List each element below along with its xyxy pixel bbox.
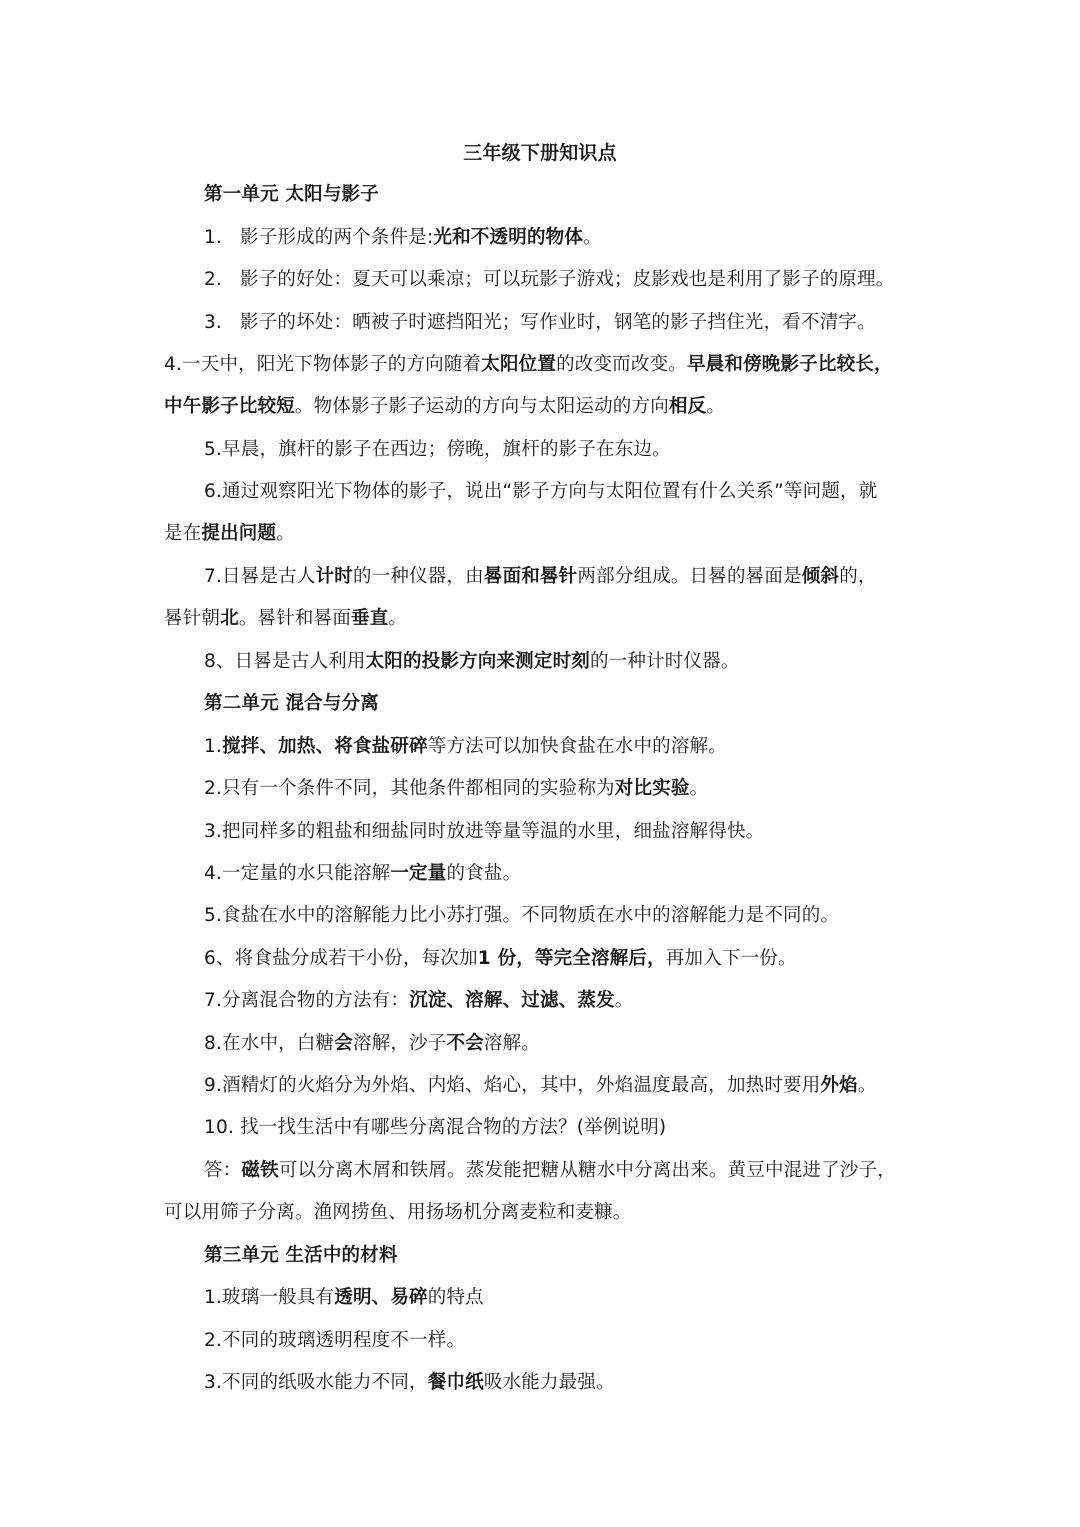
unit2-item-9: 9.酒精灯的火焰分为外焰、内焰、焰心，其中，外焰温度最高，加热时要用外焰。 [204, 1075, 877, 1096]
unit1-item-6-cont: 是在提出问题。 [164, 523, 295, 544]
unit1-item-7: 7.日晷是古人计时的一种仪器，由晷面和晷针两部分组成。日晷的晷面是倾斜的， [204, 566, 877, 587]
unit1-item-1: 1. 影子形成的两个条件是:光和不透明的物体。 [204, 227, 602, 248]
unit2-item-7: 7.分离混合物的方法有：沉淀、溶解、过滤、蒸发。 [204, 990, 634, 1011]
unit1-item-8: 8、日晷是古人利用太阳的投影方向来测定时刻的一种计时仪器。 [204, 651, 740, 672]
unit1-item-4-cont: 中午影子比较短。物体影子影子运动的方向与太阳运动的方向相反。 [164, 396, 726, 417]
unit1-item-5: 5.早晨，旗杆的影子在西边；傍晚，旗杆的影子在东边。 [204, 439, 671, 460]
unit2-item-6: 6、将食盐分成若干小份，每次加1 份，等完全溶解后，再加入下一份。 [204, 948, 797, 969]
document-title: 三年级下册知识点 [463, 142, 617, 164]
unit1-item-4: 4.一天中，阳光下物体影子的方向随着太阳位置的改变而改变。早晨和傍晚影子比较长， [164, 354, 893, 375]
unit3-item-1: 1.玻璃一般具有透明、易碎的特点 [204, 1287, 484, 1308]
unit2-answer-cont: 可以用筛子分离。渔网捞鱼、用扬场机分离麦粒和麦糠。 [164, 1202, 632, 1223]
unit3-item-3: 3.不同的纸吸水能力不同，餐巾纸吸水能力最强。 [204, 1372, 615, 1393]
unit2-item-1: 1.搅拌、加热、将食盐研碎等方法可以加快食盐在水中的溶解。 [204, 736, 727, 757]
unit1-item-7-cont: 晷针朝北。晷针和晷面垂直。 [164, 608, 408, 629]
unit2-item-2: 2.只有一个条件不同，其他条件都相同的实验称为对比实验。 [204, 778, 709, 799]
unit2-item-4: 4.一定量的水只能溶解一定量的食盐。 [204, 863, 522, 884]
unit2-heading: 第二单元 混合与分离 [204, 693, 379, 714]
unit1-heading: 第一单元 太阳与影子 [204, 184, 379, 205]
unit2-item-3: 3.把同样多的粗盐和细盐同时放进等量等温的水里，细盐溶解得快。 [204, 821, 765, 842]
unit1-item-3: 3. 影子的坏处：晒被子时遮挡阳光；写作业时，钢笔的影子挡住光，看不清字。 [204, 312, 876, 333]
unit2-answer: 答：磁铁可以分离木屑和铁屑。蒸发能把糖从糖水中分离出来。黄豆中混进了沙子， [204, 1160, 896, 1181]
unit1-item-6: 6.通过观察阳光下物体的影子，说出“影子方向与太阳位置有什么关系”等问题，就 [204, 481, 878, 502]
unit3-heading: 第三单元 生活中的材料 [204, 1245, 398, 1266]
unit1-item-2: 2. 影子的好处：夏天可以乘凉；可以玩影子游戏；皮影戏也是利用了影子的原理。 [204, 269, 895, 290]
unit2-item-10: 10. 找一找生活中有哪些分离混合物的方法？(举例说明) [204, 1117, 667, 1138]
unit2-item-5: 5.食盐在水中的溶解能力比小苏打强。不同物质在水中的溶解能力是不同的。 [204, 905, 840, 926]
unit3-item-2: 2.不同的玻璃透明程度不一样。 [204, 1330, 466, 1351]
unit2-item-8: 8.在水中，白糖会溶解，沙子不会溶解。 [204, 1033, 540, 1054]
